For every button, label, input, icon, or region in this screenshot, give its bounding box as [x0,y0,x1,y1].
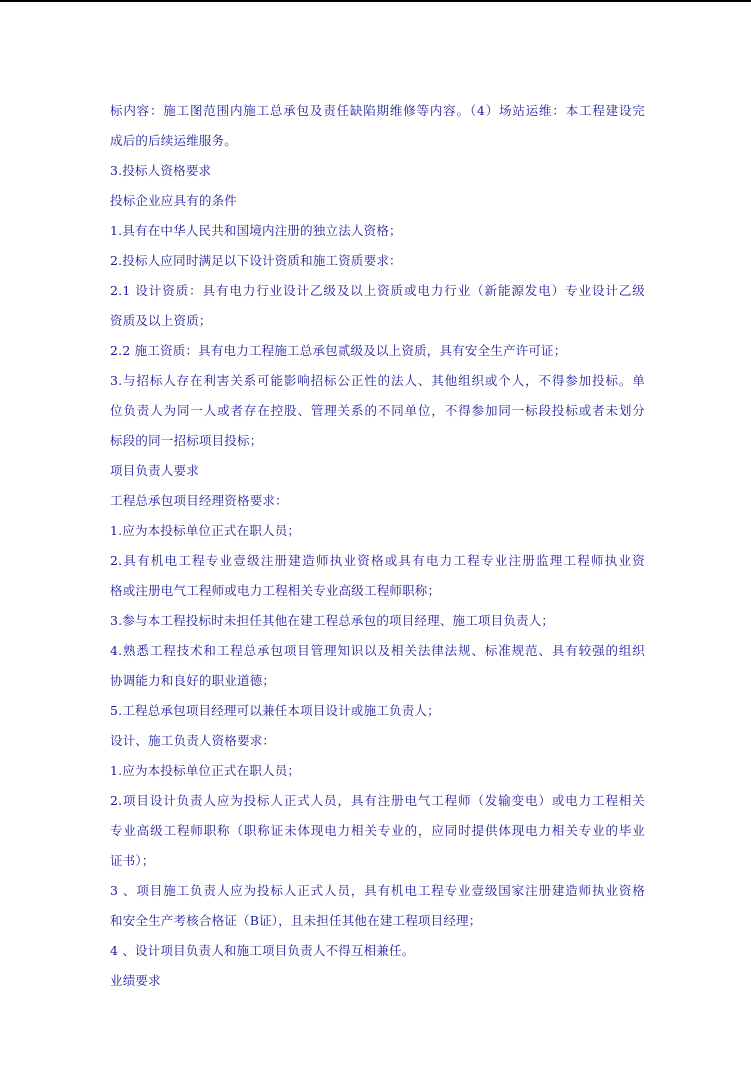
document-body [110,96,645,996]
list-item: 2.投标人应同时满足以下设计资质和施工资质要求： [110,253,402,268]
paragraph-line: 标内容：施工图范围内施工总承包及责任缺陷期维修等内容。（4）场站运维：本工程建设完 [110,103,645,118]
list-item: 1.应为本投标单位正式在职人员； [110,763,301,778]
list-item: 4 、设计项目负责人和施工项目负责人不得互相兼任。 [110,943,415,958]
subsection-heading: 业绩要求 [110,973,161,988]
list-item: 2.1 设计资质：具有电力行业设计乙级及以上资质或电力行业（新能源发电）专业设计乙级 [110,283,645,298]
subsection-heading: 工程总承包项目经理资格要求： [110,493,288,508]
list-item-continuation: 格或注册电气工程师或电力工程相关专业高级工程师职称； [110,583,441,598]
subsection-heading: 设计、施工负责人资格要求： [110,733,276,748]
list-item: 3.与招标人存在利害关系可能影响招标公正性的法人、其他组织或个人，不得参加投标。单 [110,373,645,388]
list-item-continuation: 位负责人为同一人或者存在控股、管理关系的不同单位，不得参加同一标段投标或者未划分 [110,403,645,418]
list-item: 1.具有在中华人民共和国境内注册的独立法人资格； [110,223,402,238]
list-item-continuation: 协调能力和良好的职业道德； [110,673,276,688]
list-item: 2.具有机电工程专业壹级注册建造师执业资格或具有电力工程专业注册监理工程师执业资 [110,553,645,568]
list-item-continuation: 资质及以上资质； [110,313,212,328]
list-item: 2.2 施工资质：具有电力工程施工总承包贰级及以上资质，具有安全生产许可证； [110,343,567,358]
paragraph-line: 成后的后续运维服务。 [110,133,238,148]
list-item: 1.应为本投标单位正式在职人员； [110,523,301,538]
list-item: 4.熟悉工程技术和工程总承包项目管理知识以及相关法律法规、标准规范、具有较强的组织 [110,643,645,658]
list-item-continuation: 证书）； [110,853,155,868]
list-item: 3 、项目施工负责人应为投标人正式人员，具有机电工程专业壹级国家注册建造师执业资格 [110,883,645,898]
subsection-heading: 投标企业应具有的条件 [110,193,238,208]
subsection-heading: 项目负责人要求 [110,463,199,478]
list-item-continuation: 专业高级工程师职称（职称证未体现电力相关专业的，应同时提供体现电力相关专业的毕业 [110,823,645,838]
section-heading: 3.投标人资格要求 [110,163,212,178]
list-item: 2.项目设计负责人应为投标人正式人员，具有注册电气工程师（发输变电）或电力工程相关 [110,793,645,808]
list-item-continuation: 和安全生产考核合格证（B证），且未担任其他在建工程项目经理； [110,913,482,928]
list-item: 5.工程总承包项目经理可以兼任本项目设计或施工负责人； [110,703,440,718]
list-item-continuation: 标段的同一招标项目投标； [110,433,263,448]
top-border-line [0,0,751,2]
list-item: 3.参与本工程投标时未担任其他在建工程总承包的项目经理、施工项目负责人； [110,613,555,628]
